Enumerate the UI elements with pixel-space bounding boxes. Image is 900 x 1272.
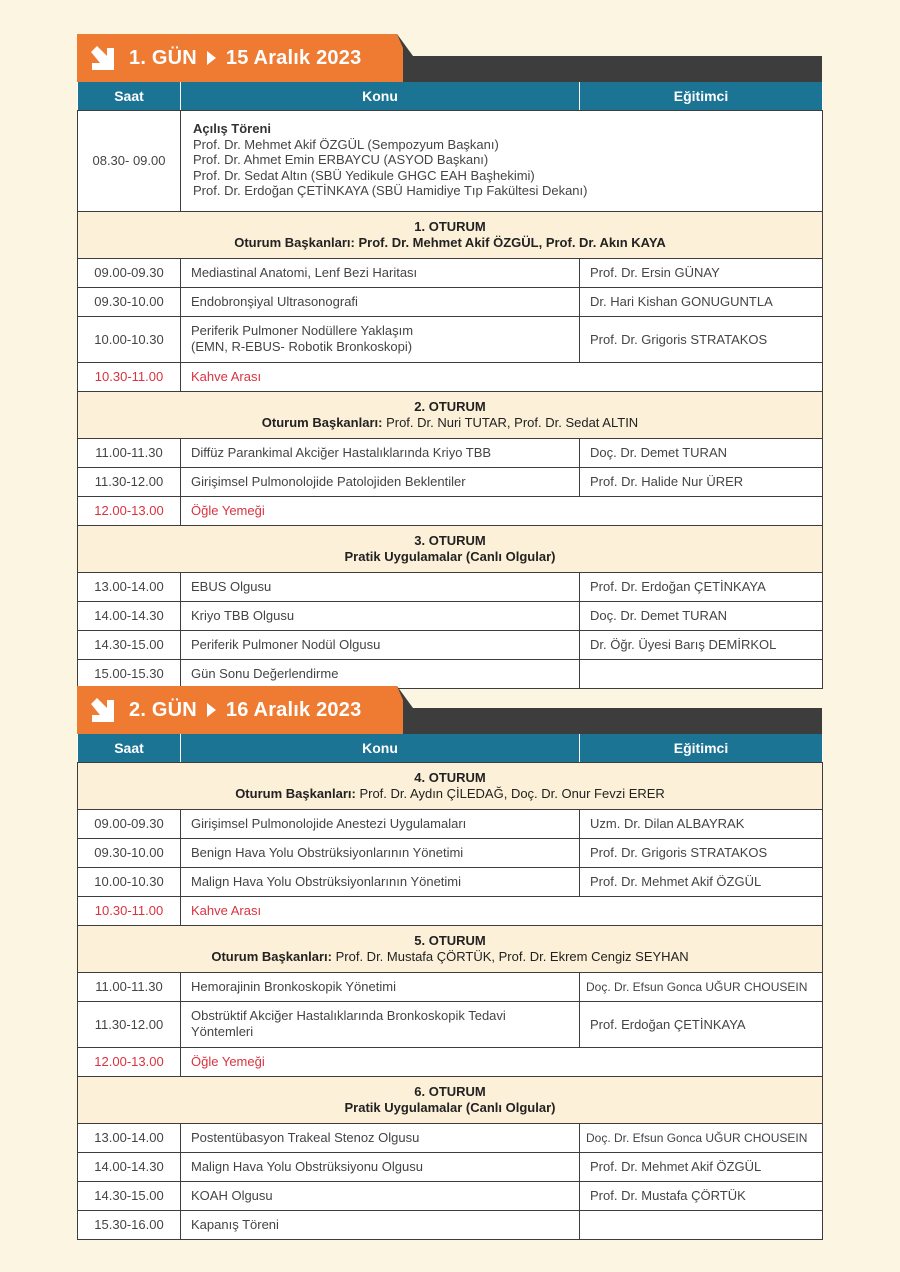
day1-header bbox=[77, 34, 822, 82]
day1-block bbox=[77, 34, 822, 689]
chairs-names: Prof. Dr. Nuri TUTAR, Prof. Dr. Sedat ALTIN bbox=[382, 414, 639, 430]
session-row bbox=[78, 1076, 823, 1123]
row-time: 11.00-11.30 bbox=[78, 972, 181, 1001]
table-row bbox=[78, 1123, 823, 1152]
row-time: 09.00-09.30 bbox=[78, 809, 181, 838]
row-topic-line: (EMN, R-EBUS- Robotik Bronkoskopi) bbox=[191, 339, 413, 354]
session-row bbox=[78, 525, 823, 572]
table-row bbox=[78, 1001, 823, 1047]
opening-line: Prof. Dr. Erdoğan ÇETİNKAYA (SBÜ Hamidiye Tıp Fakültesi Dekanı) bbox=[193, 183, 588, 199]
table-header-row bbox=[78, 82, 823, 110]
table-row bbox=[78, 659, 823, 688]
col-header-time: Saat bbox=[78, 734, 181, 762]
session-title: 3. OTURUM bbox=[414, 532, 486, 548]
row-topic: Mediastinal Anatomi, Lenf Bezi Haritası bbox=[181, 258, 580, 287]
row-time: 13.00-14.00 bbox=[78, 1123, 181, 1152]
chairs-label: Oturum Başkanları: bbox=[235, 785, 356, 801]
chairs-names: Prof. Dr. Mustafa ÇÖRTÜK, Prof. Dr. Ekrem Cengiz SEYHAN bbox=[332, 948, 689, 964]
session-subtitle: Pratik Uygulamalar (Canlı Olgular) bbox=[344, 548, 556, 564]
day1-schedule-table bbox=[77, 82, 823, 689]
table-row bbox=[78, 287, 823, 316]
row-topic: Obstrüktif Akciğer Hastalıklarında Bronkoskopik Tedavi Yöntemleri bbox=[181, 1001, 580, 1047]
table-row bbox=[78, 809, 823, 838]
session-title: 2. OTURUM bbox=[414, 398, 486, 414]
row-topic: Periferik Pulmoner Nodül Olgusu bbox=[181, 630, 580, 659]
day1-title-day: 1. GÜN bbox=[129, 46, 197, 69]
row-time: 09.30-10.00 bbox=[78, 287, 181, 316]
row-topic: KOAH Olgusu bbox=[181, 1181, 580, 1210]
row-topic: Malign Hava Yolu Obstrüksiyonu Olgusu bbox=[181, 1152, 580, 1181]
day1-title-date: 15 Aralık 2023 bbox=[225, 46, 362, 69]
table-row bbox=[78, 572, 823, 601]
arrow-down-right-icon bbox=[87, 695, 117, 725]
row-trainer: Prof. Dr. Grigoris STRATAKOS bbox=[580, 838, 823, 867]
session-2-cell bbox=[78, 391, 823, 438]
table-row bbox=[78, 630, 823, 659]
day2-schedule-table bbox=[77, 734, 823, 1240]
day2-title bbox=[129, 699, 361, 722]
break-row bbox=[78, 362, 823, 391]
chairs-label: Oturum Başkanları: bbox=[261, 414, 383, 430]
session-3-cell bbox=[78, 525, 823, 572]
table-row bbox=[78, 316, 823, 362]
row-trainer: Doç. Dr. Demet TURAN bbox=[580, 601, 823, 630]
row-time: 10.00-10.30 bbox=[78, 867, 181, 896]
opening-time: 08.30- 09.00 bbox=[78, 110, 181, 211]
table-row bbox=[78, 972, 823, 1001]
row-trainer: Dr. Öğr. Üyesi Barış DEMİRKOL bbox=[580, 630, 823, 659]
break-label: Öğle Yemeği bbox=[181, 1047, 823, 1076]
col-header-topic: Konu bbox=[181, 82, 580, 110]
row-trainer bbox=[580, 1210, 823, 1239]
break-time: 12.00-13.00 bbox=[78, 1047, 181, 1076]
row-trainer: Prof. Dr. Ersin GÜNAY bbox=[580, 258, 823, 287]
session-title: 1. OTURUM bbox=[414, 218, 486, 234]
session-1-cell bbox=[78, 211, 823, 258]
chairs-label: Oturum Başkanları: bbox=[211, 948, 332, 964]
row-trainer: Prof. Dr. Grigoris STRATAKOS bbox=[580, 316, 823, 362]
break-row bbox=[78, 896, 823, 925]
session-subtitle: Pratik Uygulamalar (Canlı Olgular) bbox=[344, 1099, 556, 1115]
session-chairs bbox=[88, 415, 812, 431]
session-4-cell bbox=[78, 762, 823, 809]
break-row bbox=[78, 496, 823, 525]
row-topic: Girişimsel Pulmonolojide Patolojiden Beklentiler bbox=[181, 467, 580, 496]
row-trainer: Prof. Erdoğan ÇETİNKAYA bbox=[580, 1001, 823, 1047]
break-row bbox=[78, 1047, 823, 1076]
chairs-names: Prof. Dr. Aydın ÇİLEDAĞ, Doç. Dr. Onur Fevzi ERER bbox=[355, 785, 665, 801]
table-row bbox=[78, 1210, 823, 1239]
row-time: 15.00-15.30 bbox=[78, 659, 181, 688]
table-row bbox=[78, 258, 823, 287]
row-trainer: Prof. Dr. Halide Nur ÜRER bbox=[580, 467, 823, 496]
col-header-time: Saat bbox=[78, 82, 181, 110]
opening-line: Prof. Dr. Ahmet Emin ERBAYCU (ASYOD Başkanı) bbox=[193, 152, 489, 168]
row-time: 10.00-10.30 bbox=[78, 316, 181, 362]
row-trainer: Prof. Dr. Mehmet Akif ÖZGÜL bbox=[580, 1152, 823, 1181]
row-topic: Malign Hava Yolu Obstrüksiyonlarının Yönetimi bbox=[181, 867, 580, 896]
row-time: 13.00-14.00 bbox=[78, 572, 181, 601]
row-topic: Gün Sonu Değerlendirme bbox=[181, 659, 580, 688]
session-chairs bbox=[88, 786, 812, 802]
row-trainer: Doç. Dr. Efsun Gonca UĞUR CHOUSEIN bbox=[580, 1123, 823, 1152]
break-label: Kahve Arası bbox=[181, 896, 823, 925]
row-topic: Kapanış Töreni bbox=[181, 1210, 580, 1239]
row-time: 11.30-12.00 bbox=[78, 467, 181, 496]
session-5-cell bbox=[78, 925, 823, 972]
session-chairs bbox=[88, 949, 812, 965]
table-row bbox=[78, 1152, 823, 1181]
row-trainer: Dr. Hari Kishan GONUGUNTLA bbox=[580, 287, 823, 316]
table-row bbox=[78, 601, 823, 630]
session-row bbox=[78, 762, 823, 809]
day2-title-day: 2. GÜN bbox=[129, 698, 197, 721]
session-title: 5. OTURUM bbox=[414, 932, 486, 948]
chairs-label: Oturum Başkanları: bbox=[234, 234, 355, 250]
break-time: 10.30-11.00 bbox=[78, 362, 181, 391]
row-time: 14.30-15.00 bbox=[78, 630, 181, 659]
row-topic bbox=[181, 316, 580, 362]
row-trainer: Doç. Dr. Efsun Gonca UĞUR CHOUSEIN bbox=[580, 972, 823, 1001]
opening-title: Açılış Töreni bbox=[193, 121, 272, 137]
break-time: 12.00-13.00 bbox=[78, 496, 181, 525]
row-trainer: Uzm. Dr. Dilan ALBAYRAK bbox=[580, 809, 823, 838]
row-trainer: Prof. Dr. Mehmet Akif ÖZGÜL bbox=[580, 867, 823, 896]
chairs-names: Prof. Dr. Mehmet Akif ÖZGÜL, Prof. Dr. Akın KAYA bbox=[354, 234, 666, 250]
break-label: Kahve Arası bbox=[181, 362, 823, 391]
session-chairs bbox=[88, 235, 812, 251]
session-title: 4. OTURUM bbox=[414, 769, 486, 785]
day1-tab-content bbox=[87, 34, 361, 82]
row-topic: Endobronşiyal Ultrasonografi bbox=[181, 287, 580, 316]
table-row bbox=[78, 867, 823, 896]
triangle-right-icon bbox=[207, 51, 216, 65]
row-trainer: Prof. Dr. Mustafa ÇÖRTÜK bbox=[580, 1181, 823, 1210]
col-header-trainer: Eğitimci bbox=[580, 734, 823, 762]
row-trainer bbox=[580, 659, 823, 688]
arrow-down-right-icon bbox=[87, 43, 117, 73]
row-trainer: Prof. Dr. Erdoğan ÇETİNKAYA bbox=[580, 572, 823, 601]
row-time: 14.00-14.30 bbox=[78, 1152, 181, 1181]
table-row bbox=[78, 438, 823, 467]
row-topic: Benign Hava Yolu Obstrüksiyonlarının Yönetimi bbox=[181, 838, 580, 867]
break-label: Öğle Yemeği bbox=[181, 496, 823, 525]
opening-line: Prof. Dr. Mehmet Akif ÖZGÜL (Sempozyum Başkanı) bbox=[193, 136, 499, 152]
row-topic-line: Periferik Pulmoner Nodüllere Yaklaşım bbox=[191, 323, 414, 338]
row-time: 11.30-12.00 bbox=[78, 1001, 181, 1047]
triangle-right-icon bbox=[207, 703, 216, 717]
row-time: 09.30-10.00 bbox=[78, 838, 181, 867]
day2-header bbox=[77, 686, 822, 734]
row-topic: Diffüz Parankimal Akciğer Hastalıklarında Kriyo TBB bbox=[181, 438, 580, 467]
row-time: 14.30-15.00 bbox=[78, 1181, 181, 1210]
col-header-trainer: Eğitimci bbox=[580, 82, 823, 110]
session-6-cell bbox=[78, 1076, 823, 1123]
table-row bbox=[78, 838, 823, 867]
day2-block bbox=[77, 686, 822, 1240]
row-topic: Hemorajinin Bronkoskopik Yönetimi bbox=[181, 972, 580, 1001]
row-topic: Kriyo TBB Olgusu bbox=[181, 601, 580, 630]
row-time: 11.00-11.30 bbox=[78, 438, 181, 467]
session-row bbox=[78, 391, 823, 438]
row-topic: Postentübasyon Trakeal Stenoz Olgusu bbox=[181, 1123, 580, 1152]
row-time: 14.00-14.30 bbox=[78, 601, 181, 630]
table-row bbox=[78, 1181, 823, 1210]
row-time: 09.00-09.30 bbox=[78, 258, 181, 287]
opening-details bbox=[181, 110, 823, 211]
col-header-topic: Konu bbox=[181, 734, 580, 762]
row-topic: EBUS Olgusu bbox=[181, 572, 580, 601]
day2-tab-content bbox=[87, 686, 361, 734]
day2-title-date: 16 Aralık 2023 bbox=[225, 698, 362, 721]
session-row bbox=[78, 211, 823, 258]
table-header-row bbox=[78, 734, 823, 762]
row-topic: Girişimsel Pulmonolojide Anestezi Uygulamaları bbox=[181, 809, 580, 838]
session-row bbox=[78, 925, 823, 972]
row-time: 15.30-16.00 bbox=[78, 1210, 181, 1239]
table-row bbox=[78, 467, 823, 496]
day1-title bbox=[129, 47, 361, 70]
opening-row bbox=[78, 110, 823, 211]
session-title: 6. OTURUM bbox=[414, 1083, 486, 1099]
break-time: 10.30-11.00 bbox=[78, 896, 181, 925]
row-trainer: Doç. Dr. Demet TURAN bbox=[580, 438, 823, 467]
opening-line: Prof. Dr. Sedat Altın (SBÜ Yedikule GHGC EAH Başhekimi) bbox=[193, 167, 535, 183]
